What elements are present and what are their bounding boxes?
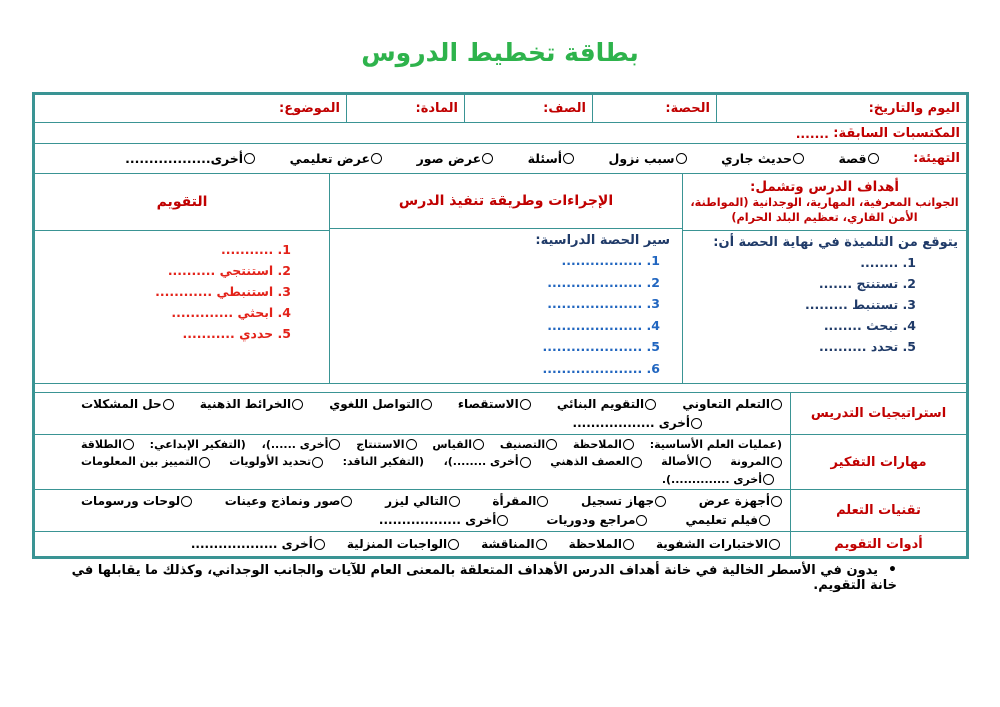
option-label: الاستنتاج [356, 437, 405, 451]
option-label: أخرى ........)، [443, 455, 519, 469]
radio-button-icon[interactable] [421, 399, 432, 410]
radio-button-icon[interactable] [329, 439, 340, 450]
tech-references[interactable] [546, 511, 647, 530]
option-label: عرض صور [416, 151, 482, 166]
thinking-skills-label: مهارات التفكير [790, 435, 966, 489]
radio-button-icon[interactable] [473, 439, 484, 450]
option-label: المناقشة [481, 536, 535, 551]
grade-field[interactable] [464, 95, 592, 122]
option-label: أخرى .................. [378, 512, 497, 527]
evaluation-item[interactable]: 1. ........... [220, 242, 291, 257]
date-label: اليوم والتاريخ: [868, 101, 960, 116]
procedures-body [330, 229, 682, 383]
strategies-label: استراتيجيات التدريس [790, 393, 966, 434]
option-label: أخرى ..............). [661, 472, 762, 486]
evaluation-item[interactable]: 5. حددي ........... [182, 326, 291, 341]
strategy-inquiry[interactable] [458, 395, 531, 414]
procedure-item[interactable]: 4. .................... [547, 317, 660, 333]
objective-item[interactable]: 5. تحدد .......... [819, 339, 916, 354]
bullet-icon: • [888, 562, 897, 578]
objectives-title: أهداف الدرس وتشمل: [749, 178, 900, 195]
radio-button-icon[interactable] [759, 515, 770, 526]
radio-button-icon[interactable] [631, 457, 642, 468]
strategies-content [35, 393, 790, 434]
option-label: الملاحظة [568, 536, 622, 551]
tool-discussion[interactable] [481, 535, 546, 554]
objectives-column [682, 174, 966, 383]
prior-learning-dots: ....... [795, 125, 829, 141]
technologies-content [35, 490, 790, 531]
tech-models-samples[interactable] [225, 492, 353, 511]
objectives-header [683, 174, 966, 231]
radio-button-icon[interactable] [771, 496, 782, 507]
topic-field[interactable] [35, 95, 346, 122]
radio-button-icon[interactable] [623, 439, 634, 450]
strategy-mindmaps[interactable] [200, 395, 303, 414]
option-label: التصنيف [499, 437, 546, 451]
strategy-formative[interactable] [557, 395, 656, 414]
radio-button-icon[interactable] [341, 496, 352, 507]
topic-label: الموضوع: [279, 101, 340, 116]
radio-button-icon[interactable] [448, 539, 459, 550]
technologies-row [35, 490, 966, 532]
skill-flexibility[interactable] [730, 453, 782, 471]
radio-button-icon[interactable] [868, 153, 879, 164]
warmup-label: التهيئة: [913, 151, 960, 166]
tool-oral-tests[interactable] [656, 535, 780, 554]
tech-other[interactable] [379, 511, 508, 530]
radio-button-icon[interactable] [691, 418, 702, 429]
footer-note [60, 562, 897, 593]
science-processes-group-label: (عمليات العلم الأساسية: [649, 437, 782, 451]
radio-button-icon[interactable] [700, 457, 711, 468]
skill-g1-other[interactable] [262, 436, 341, 454]
strategies-row [35, 393, 966, 435]
warmup-row [35, 144, 966, 174]
radio-button-icon[interactable] [181, 496, 192, 507]
option-label: أسئلة [527, 151, 563, 166]
tech-reader[interactable] [492, 492, 548, 511]
radio-button-icon[interactable] [645, 399, 656, 410]
option-label: حديث جاري [721, 151, 792, 166]
radio-button-icon[interactable] [771, 399, 782, 410]
warmup-option-story[interactable] [838, 151, 878, 166]
evaluation-body [35, 231, 329, 383]
option-label: صور ونماذج وعينات [224, 493, 341, 508]
tech-boards-drawings[interactable] [81, 492, 192, 511]
spacer-row [35, 384, 966, 393]
period-label: الحصة: [665, 101, 710, 116]
technologies-label: تقنيات التعلم [790, 490, 966, 531]
radio-button-icon[interactable] [676, 153, 687, 164]
evaluation-item[interactable]: 2. استنتجي .......... [167, 263, 291, 278]
prior-learning-label: المكتسبات السابقة: [833, 125, 960, 141]
page-title: بطاقة تخطيط الدروس [361, 38, 639, 67]
option-label: الخرائط الذهنية [199, 396, 292, 411]
strategy-problem-solving[interactable] [81, 395, 174, 414]
assessment-tools-label: أدوات التقويم [790, 532, 966, 556]
option-label: الاختبارات الشفوية [655, 536, 768, 551]
option-label: التمييز بين المعلومات [81, 455, 198, 469]
warmup-option-presentation[interactable] [290, 151, 382, 166]
option-label: عرض تعليمي [289, 151, 371, 166]
lesson-plan-card [32, 92, 969, 559]
option-label: جهاز تسجيل [581, 493, 655, 508]
radio-button-icon[interactable] [482, 153, 493, 164]
warmup-option-other[interactable] [125, 151, 255, 166]
procedure-item[interactable]: 3. .................... [547, 296, 660, 311]
tech-educational-film[interactable] [685, 511, 770, 530]
option-label: المقرأة [492, 493, 537, 508]
radio-button-icon[interactable] [312, 457, 323, 468]
option-label: الواجبات المنزلية [346, 536, 448, 551]
skill-observation[interactable] [573, 436, 634, 454]
procedure-item[interactable]: 2. .................... [547, 274, 660, 290]
period-field[interactable] [592, 95, 716, 122]
option-label: التواصل اللغوي [329, 396, 420, 411]
option-label: التالي ليزر [385, 493, 448, 508]
subject-label: المادة: [415, 101, 458, 116]
option-label: قصة [838, 151, 867, 166]
radio-button-icon[interactable] [769, 539, 780, 550]
evaluation-item[interactable]: 4. ابحثي ............. [171, 305, 291, 320]
option-label: أخرى ......)، [261, 437, 329, 451]
evaluation-header [35, 174, 329, 231]
tech-recorder[interactable] [581, 492, 666, 511]
creative-thinking-group-label: (التفكير الإبداعي: [149, 437, 246, 451]
skill-g3-other[interactable] [662, 471, 774, 489]
option-label: أجهزة عرض [698, 493, 770, 508]
option-label: لوحات ورسومات [81, 493, 181, 508]
option-label: أخرى .................. [572, 415, 690, 430]
option-label: أخرى ................... [190, 536, 313, 551]
warmup-option-pictures[interactable] [417, 151, 494, 166]
option-label: الأصالة [661, 455, 699, 469]
option-label: التقويم البنائي [556, 396, 645, 411]
radio-button-icon[interactable] [199, 457, 210, 468]
skill-fluency[interactable] [81, 436, 134, 454]
option-label: الطلاقة [81, 437, 122, 451]
evaluation-column [35, 174, 329, 383]
strategy-other[interactable] [573, 414, 702, 433]
skill-inference[interactable] [356, 436, 416, 454]
strategy-linguistic[interactable] [329, 395, 431, 414]
option-label: الاستقصاء [457, 396, 519, 411]
radio-button-icon[interactable] [563, 153, 574, 164]
option-label: مراجع ودوريات [546, 512, 636, 527]
radio-button-icon[interactable] [636, 515, 647, 526]
option-label: تحديد الأولويات [229, 455, 312, 469]
warmup-option-current-talk[interactable] [721, 151, 804, 166]
tool-other[interactable] [191, 535, 325, 554]
option-label: العصف الذهني [550, 455, 630, 469]
strategy-cooperative[interactable] [682, 395, 782, 414]
option-label: حل المشكلات [81, 396, 162, 411]
date-field[interactable] [716, 95, 966, 122]
warmup-option-revelation-reason[interactable] [609, 151, 687, 166]
radio-button-icon[interactable] [244, 153, 255, 164]
radio-button-icon[interactable] [163, 399, 174, 410]
procedures-title: الإجراءات وطريقة تنفيذ الدرس [398, 193, 614, 209]
tool-observation[interactable] [569, 535, 634, 554]
grade-label: الصف: [543, 101, 586, 116]
tech-projectors[interactable] [699, 492, 782, 511]
radio-button-icon[interactable] [623, 539, 634, 550]
radio-button-icon[interactable] [449, 496, 460, 507]
option-label: فيلم تعليمي [685, 512, 758, 527]
option-label: أخرى.................. [125, 151, 244, 166]
evaluation-item[interactable]: 3. استنبطي ............ [155, 284, 291, 299]
lesson-flow-title: سير الحصة الدراسية: [535, 233, 670, 248]
skill-classification[interactable] [500, 436, 557, 454]
skill-g2-other[interactable] [444, 453, 531, 471]
radio-button-icon[interactable] [371, 153, 382, 164]
objective-item[interactable]: 2. تستنتج ....... [818, 276, 916, 291]
radio-button-icon[interactable] [546, 439, 557, 450]
radio-button-icon[interactable] [520, 399, 531, 410]
objectives-subtitle: الجوانب المعرفية، المهارية، الوجدانية (المواطنة، الأمن القاري، تعظيم البلد الحرام) [690, 195, 959, 224]
radio-button-icon[interactable] [314, 539, 325, 550]
radio-button-icon[interactable] [793, 153, 804, 164]
radio-button-icon[interactable] [292, 399, 303, 410]
subject-field[interactable] [346, 95, 464, 122]
thinking-skills-row [35, 435, 966, 490]
procedure-item[interactable]: 5. ..................... [542, 339, 660, 354]
radio-button-icon[interactable] [655, 496, 666, 507]
option-label: سبب نزول [608, 151, 675, 166]
prior-learning-row[interactable] [35, 123, 966, 144]
radio-button-icon[interactable] [123, 439, 134, 450]
radio-button-icon[interactable] [406, 439, 417, 450]
critical-thinking-group-label: (التفكير الناقد: [342, 455, 425, 469]
radio-button-icon[interactable] [497, 515, 508, 526]
skill-originality[interactable] [661, 453, 711, 471]
warmup-option-questions[interactable] [528, 151, 574, 166]
skill-brainstorming[interactable] [550, 453, 641, 471]
evaluation-title: التقويم [156, 194, 208, 210]
objective-item[interactable]: 3. تستنبط ......... [805, 297, 916, 312]
procedures-column [329, 174, 682, 383]
radio-button-icon[interactable] [537, 496, 548, 507]
option-label: المرونة [730, 455, 770, 469]
procedures-header [330, 174, 682, 229]
objectives-body [683, 231, 966, 383]
skill-distinguish-info[interactable] [81, 453, 210, 471]
radio-button-icon[interactable] [520, 457, 531, 468]
option-label: القياس [432, 437, 472, 451]
objective-item[interactable]: 4. تبحث ........ [823, 318, 916, 333]
tool-homework[interactable] [347, 535, 459, 554]
option-label: التعلم التعاوني [682, 396, 770, 411]
objective-item[interactable]: 1. ........ [860, 255, 916, 270]
info-row [35, 95, 966, 123]
option-label: الملاحظة [572, 437, 622, 451]
radio-button-icon[interactable] [771, 457, 782, 468]
expected-outcomes-title: يتوقع من التلميذة في نهاية الحصة أن: [713, 235, 958, 250]
skill-measurement[interactable] [432, 436, 484, 454]
radio-button-icon[interactable] [763, 474, 774, 485]
footer-note-text: يدون في الأسطر الخالية في خانة أهداف الدرس الأهداف المتعلقة بالمعنى العام للآيات والجانب الوجداني، وكذلك ما يقابلها في خانة التقويم. [71, 563, 897, 593]
main-section [35, 174, 966, 384]
skill-prioritizing[interactable] [229, 453, 323, 471]
radio-button-icon[interactable] [536, 539, 547, 550]
tech-laser[interactable] [385, 492, 460, 511]
procedure-item[interactable]: 6. ..................... [542, 360, 660, 376]
procedure-item[interactable]: 1. ................. [561, 253, 660, 268]
thinking-skills-content [35, 435, 790, 489]
assessment-tools-row [35, 532, 966, 556]
assessment-tools-content [35, 532, 790, 556]
